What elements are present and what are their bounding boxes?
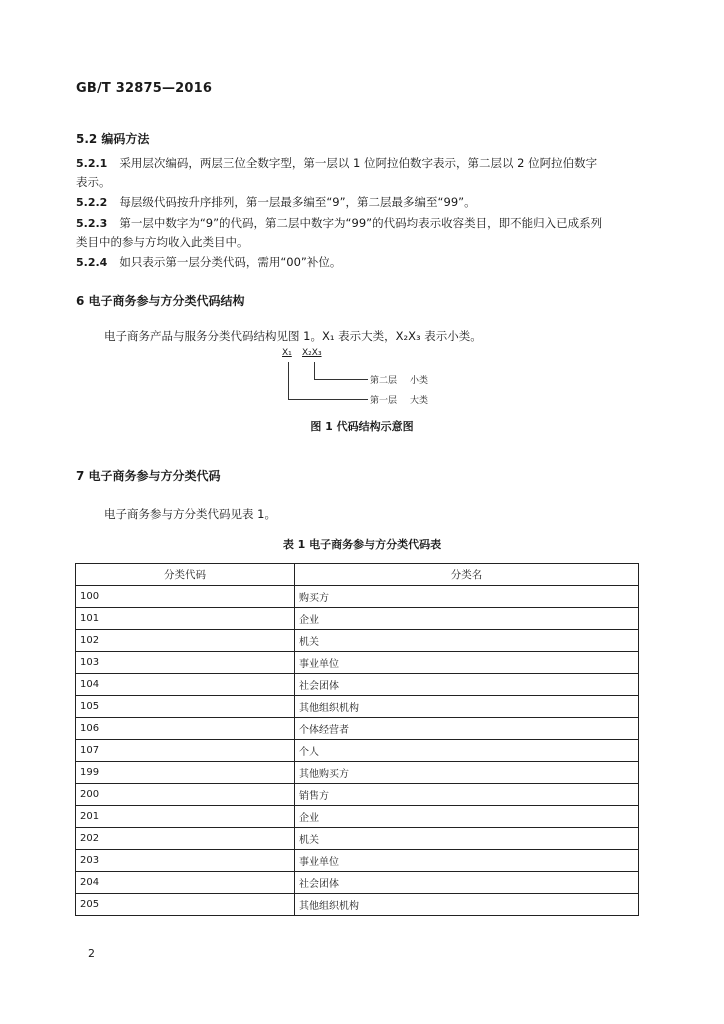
- section-6-title: 6 电子商务参与方分类代码结构: [76, 294, 245, 308]
- table-row: [76, 674, 639, 696]
- document-header: GB/T 32875—2016: [76, 81, 213, 96]
- code-cell: 104: [76, 674, 295, 696]
- table-row: [76, 586, 639, 608]
- figure-level1-label: 第一层: [370, 396, 398, 406]
- table-row: [76, 872, 639, 894]
- classification-code-table: [75, 563, 639, 916]
- table-row: [76, 828, 639, 850]
- figure-level2-name: 小类: [410, 376, 429, 386]
- name-cell: 机关: [295, 828, 639, 850]
- column-header-name: 分类名: [295, 564, 639, 586]
- code-cell: 201: [76, 806, 295, 828]
- code-cell: 102: [76, 630, 295, 652]
- column-header-code: 分类代码: [76, 564, 295, 586]
- name-cell: 社会团体: [295, 872, 639, 894]
- figure-level1-name: 大类: [410, 396, 429, 406]
- name-cell: 其他组织机构: [295, 696, 639, 718]
- code-cell: 200: [76, 784, 295, 806]
- name-cell: 机关: [295, 630, 639, 652]
- table-row: [76, 608, 639, 630]
- code-cell: 199: [76, 762, 295, 784]
- clause-5-2-4: [76, 253, 646, 272]
- name-cell: 事业单位: [295, 850, 639, 872]
- code-cell: 103: [76, 652, 295, 674]
- page-number: 2: [88, 947, 95, 960]
- table-row: [76, 762, 639, 784]
- clause-5-2-1: [76, 154, 646, 191]
- clause-text-cont: 类目中的参与方均收入此类目中。: [76, 235, 249, 249]
- clause-text: 如只表示第一层分类代码，需用“00”补位。: [119, 255, 342, 269]
- table-row: [76, 718, 639, 740]
- code-cell: 107: [76, 740, 295, 762]
- name-cell: 销售方: [295, 784, 639, 806]
- figure-line-level2: [314, 379, 368, 380]
- section-7-title: 7 电子商务参与方分类代码: [76, 469, 221, 483]
- table-row: [76, 806, 639, 828]
- figure-connector-x1: [288, 362, 289, 400]
- clause-text-cont: 表示。: [76, 175, 111, 189]
- table-row: [76, 850, 639, 872]
- section-5-2-title: 5.2 编码方法: [76, 132, 150, 146]
- figure-x23-label: X₂X₃: [302, 348, 322, 358]
- name-cell: 个体经营者: [295, 718, 639, 740]
- code-cell: 202: [76, 828, 295, 850]
- section-6-paragraph: 电子商务产品与服务分类代码结构见图 1。X₁ 表示大类，X₂X₃ 表示小类。: [104, 329, 482, 343]
- table-row: [76, 740, 639, 762]
- name-cell: 个人: [295, 740, 639, 762]
- name-cell: 企业: [295, 608, 639, 630]
- code-cell: 101: [76, 608, 295, 630]
- name-cell: 企业: [295, 806, 639, 828]
- code-cell: 100: [76, 586, 295, 608]
- code-cell: 106: [76, 718, 295, 740]
- clause-number: 5.2.2: [76, 196, 108, 209]
- name-cell: 事业单位: [295, 652, 639, 674]
- clause-5-2-2: [76, 193, 646, 212]
- clause-number: 5.2.1: [76, 157, 108, 170]
- figure-level2-label: 第二层: [370, 376, 398, 386]
- clause-5-2-3: [76, 214, 646, 251]
- figure-x1-label: X₁: [282, 348, 292, 358]
- code-structure-figure: [270, 346, 450, 406]
- figure-connector-x23: [314, 362, 315, 380]
- code-cell: 205: [76, 894, 295, 916]
- clause-text: 采用层次编码，两层三位全数字型，第一层以 1 位阿拉伯数字表示，第二层以 2 位阿拉伯数字: [119, 156, 598, 170]
- clause-text: 第一层中数字为“9”的代码，第二层中数字为“99”的代码均表示收容类目，即不能归入已成系列: [119, 216, 603, 230]
- name-cell: 社会团体: [295, 674, 639, 696]
- table-row: [76, 630, 639, 652]
- table-row: [76, 696, 639, 718]
- name-cell: 其他购买方: [295, 762, 639, 784]
- table-row: [76, 652, 639, 674]
- table-row: [76, 894, 639, 916]
- code-cell: 203: [76, 850, 295, 872]
- clause-number: 5.2.3: [76, 217, 108, 230]
- clause-number: 5.2.4: [76, 256, 108, 269]
- code-cell: 105: [76, 696, 295, 718]
- clause-text: 每层级代码按升序排列，第一层最多编至“9”，第二层最多编至“99”。: [119, 195, 476, 209]
- table-row: [76, 784, 639, 806]
- table-header-row: [76, 564, 639, 586]
- figure-line-level1: [288, 399, 368, 400]
- name-cell: 购买方: [295, 586, 639, 608]
- name-cell: 其他组织机构: [295, 894, 639, 916]
- table-title: 表 1 电子商务参与方分类代码表: [282, 538, 442, 551]
- figure-caption: 图 1 代码结构示意图: [310, 420, 414, 433]
- section-7-paragraph: 电子商务参与方分类代码见表 1。: [104, 507, 276, 521]
- code-cell: 204: [76, 872, 295, 894]
